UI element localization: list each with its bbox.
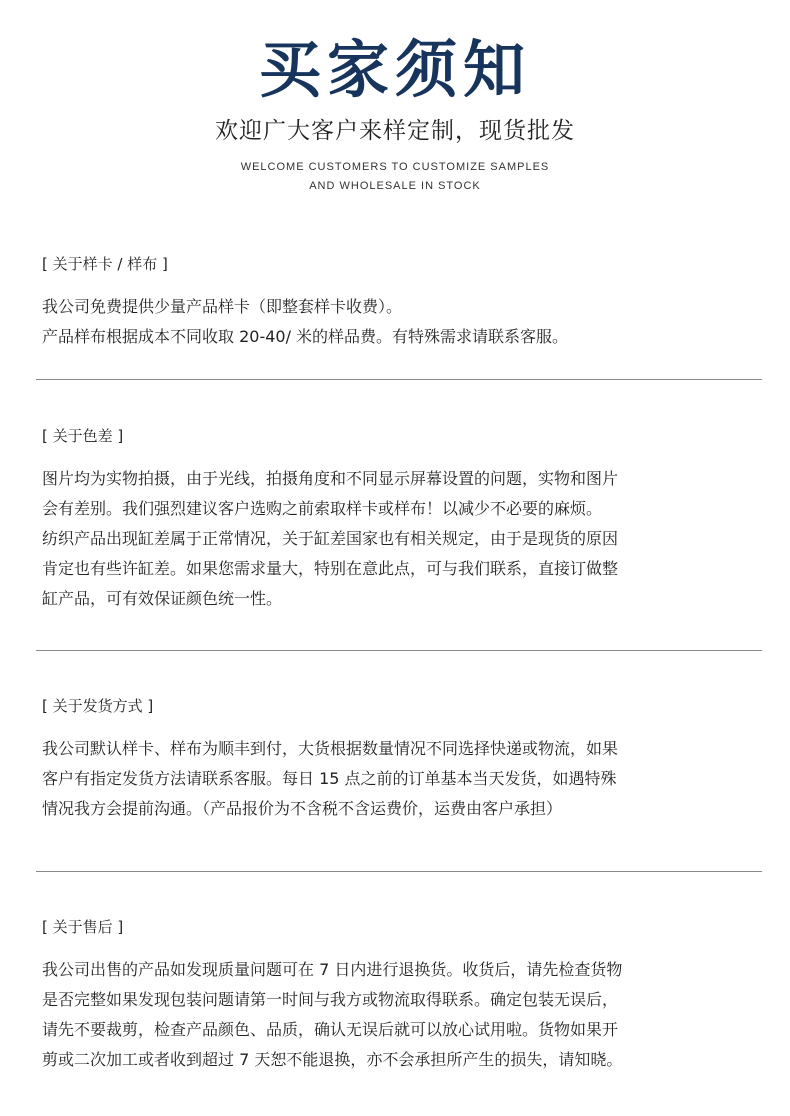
body-line: 请先不要裁剪，检查产品颜色、品质，确认无误后就可以放心试用啦。货物如果开 [42, 1020, 619, 1039]
body-line: 缸产品，可有效保证颜色统一性。 [42, 589, 283, 608]
section-divider [36, 650, 762, 651]
body-line: 会有差别。我们强烈建议客户选购之前索取样卡或样布！以减少不必要的麻烦。 [42, 499, 603, 518]
section-body [42, 292, 722, 352]
section-shipping-method [42, 696, 722, 824]
section-label: [ 关于售后 ] [42, 918, 124, 936]
subtitle-english-line-2: AND WHOLESALE IN STOCK [309, 180, 481, 192]
body-line: 我公司默认样卡、样布为顺丰到付，大货根据数量情况不同选择快递或物流，如果 [42, 739, 619, 758]
body-line: 纺织产品出现缸差属于正常情况，关于缸差国家也有相关规定，由于是现货的原因 [42, 529, 619, 548]
body-line: 客户有指定发货方法请联系客服。每日 15 点之前的订单基本当天发货，如遇特殊 [42, 769, 617, 788]
subtitle-english-line-1: WELCOME CUSTOMERS TO CUSTOMIZE SAMPLES [240, 161, 550, 173]
body-line: 是否完整如果发现包装问题请第一时间与我方或物流取得联系。确定包装无误后， [42, 990, 619, 1009]
section-divider [36, 871, 762, 872]
section-label: [ 关于色差 ] [42, 427, 124, 445]
page-header [0, 32, 790, 196]
body-line: 肯定也有些许缸差。如果您需求量大，特别在意此点，可与我们联系，直接订做整 [42, 559, 619, 578]
body-line: 产品样布根据成本不同收取 20-40/ 米的样品费。有特殊需求请联系客服。 [42, 327, 569, 346]
body-line: 情况我方会提前沟通。（产品报价为不含税不含运费价，运费由客户承担） [42, 799, 563, 818]
section-sample-cards [42, 254, 722, 352]
body-line: 我公司免费提供少量产品样卡（即整套样卡收费）。 [42, 297, 403, 316]
body-line: 剪或二次加工或者收到超过 7 天恕不能退换，亦不会承担所产生的损失，请知晓。 [42, 1050, 623, 1069]
section-body [42, 734, 722, 824]
page-subtitle: 欢迎广大客户来样定制，现货批发 [215, 118, 575, 144]
section-label: [ 关于样卡 / 样布 ] [42, 255, 168, 273]
page-title: 买家须知 [258, 33, 531, 106]
section-divider [36, 379, 762, 380]
section-after-sales [42, 917, 722, 1075]
page-subtitle-english [0, 158, 790, 196]
section-body [42, 464, 722, 614]
section-label: [ 关于发货方式 ] [42, 697, 154, 715]
body-line: 图片均为实物拍摄，由于光线，拍摄角度和不同显示屏幕设置的问题，实物和图片 [42, 469, 619, 488]
section-color-difference [42, 426, 722, 614]
section-body [42, 955, 722, 1075]
body-line: 我公司出售的产品如发现质量问题可在 7 日内进行退换货。收货后，请先检查货物 [42, 960, 623, 979]
